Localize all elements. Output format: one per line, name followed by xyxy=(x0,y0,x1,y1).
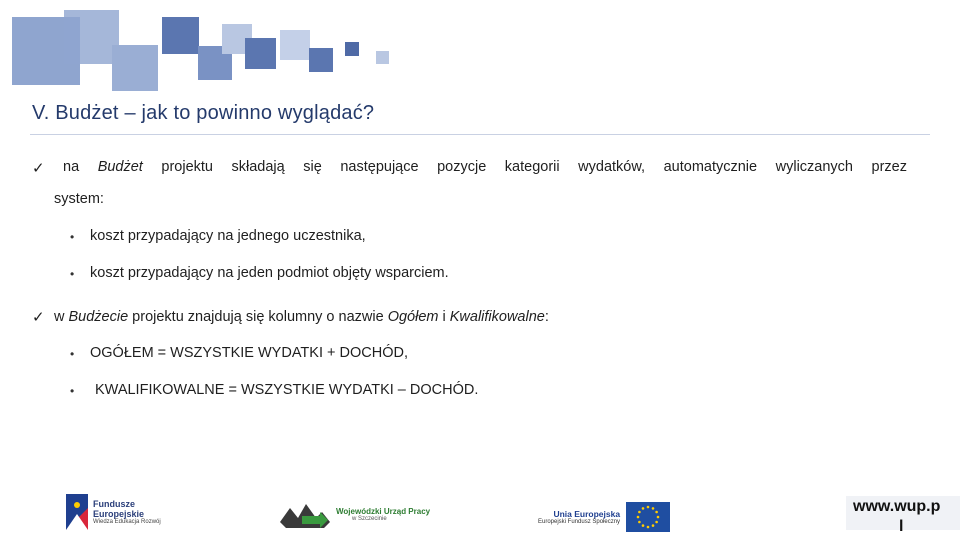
item1-continuation: system: xyxy=(54,191,104,207)
item2-t1: w xyxy=(54,309,69,325)
wup-line1: Wojewódzki Urząd Pracy xyxy=(336,506,431,516)
title-divider xyxy=(30,134,930,135)
wup-logo xyxy=(280,500,430,528)
item1-intro-after: projektu składają się następujące pozycje kategorii wydatków, automatycznie wyliczanych przez xyxy=(142,159,907,175)
fundusze-europejskie-logo xyxy=(66,494,161,530)
deco-square xyxy=(376,51,389,64)
checkmark-icon: ✓ xyxy=(32,308,45,326)
item2-t5: i xyxy=(438,309,450,325)
eu-flag-icon xyxy=(626,502,670,532)
item2-t6: Kwalifikowalne xyxy=(449,309,545,325)
fundusze-europejskie-flag-icon xyxy=(66,494,88,530)
fe-line3: Wiedza Edukacja Rozwój xyxy=(93,519,161,525)
url-line2: l xyxy=(899,518,904,535)
item2-text xyxy=(54,309,549,325)
ue-line1: Unia Europejska xyxy=(553,509,621,519)
deco-square xyxy=(64,10,119,64)
item1-intro-before: na xyxy=(63,159,98,175)
bullet-icon: • xyxy=(70,347,75,361)
website-url[interactable] xyxy=(853,497,940,537)
item2-t2: Budżecie xyxy=(68,309,129,325)
eu-logo xyxy=(538,502,670,532)
item2-t3: projektu znajdują się kolumny o nazwie xyxy=(128,309,388,325)
slide-title: V. Budżet – jak to powinno wyglądać? xyxy=(32,102,375,124)
item1-intro xyxy=(63,159,907,175)
deco-square xyxy=(162,17,199,54)
fe-line2: Europejskie xyxy=(93,509,145,519)
deco-square xyxy=(309,48,333,72)
deco-square xyxy=(345,42,359,56)
bullet-icon: • xyxy=(70,230,75,244)
item2-t4: Ogółem xyxy=(387,309,439,325)
deco-square xyxy=(112,45,158,91)
bullet-icon: • xyxy=(70,267,75,281)
item2-bullet-1: OGÓŁEM = WSZYSTKIE WYDATKI + DOCHÓD, xyxy=(90,345,408,361)
checkmark-icon: ✓ xyxy=(32,159,45,177)
item2-bullet-2: KWALIFIKOWALNE = WSZYSTKIE WYDATKI – DOCHÓD. xyxy=(95,382,479,398)
wup-line2: w Szczecinie xyxy=(352,515,387,522)
fe-line1: Fundusze xyxy=(93,499,135,509)
item1-bullet-2: koszt przypadający na jeden podmiot objęty wsparciem. xyxy=(90,265,449,281)
deco-square xyxy=(280,30,310,60)
wup-mountain-icon xyxy=(280,500,330,528)
item1-bullet-1: koszt przypadający na jednego uczestnika, xyxy=(90,228,366,244)
ue-line2: Europejski Fundusz Społeczny xyxy=(538,519,621,525)
url-line1: www.wup.p xyxy=(853,498,941,515)
bullet-icon: • xyxy=(70,384,75,398)
item2-t7: : xyxy=(544,309,549,325)
deco-square xyxy=(245,38,276,69)
item1-intro-em: Budżet xyxy=(97,159,143,175)
